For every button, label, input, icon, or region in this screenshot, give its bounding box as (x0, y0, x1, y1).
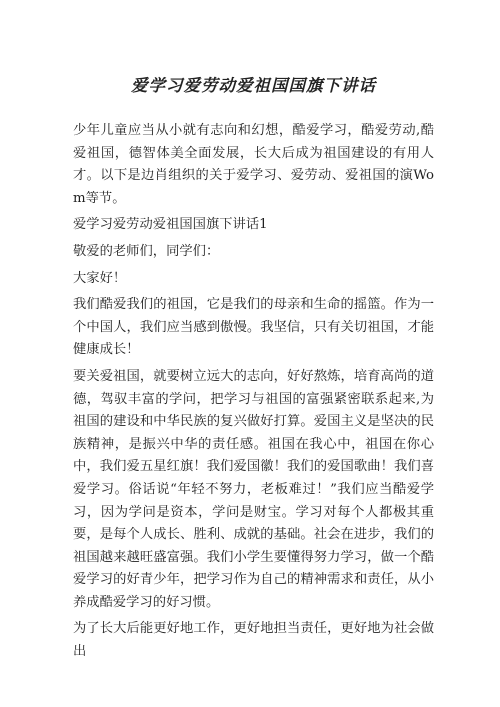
greeting: 大家好！ (73, 270, 127, 286)
body-paragraph-study: 要关爱祖国，就要树立远大的志向，好好熬炼，培育高尚的道德，驾驭丰富的学问，把学习与祖国的富强紧密联系起来,为祖国的建设和中华民族的复兴做好打算。爱国主义是坚决的民族精神，是振兴中华的责任感。祖国在我心中，祖国在你心中，我们爱五星红旗！我们爱国徽！我们的爱国歌曲！我们喜爱学习。俗话说“年轻不努力，老板难过！”我们应当酷爱学习，因为学问是资本，学问是财宝。学习对每个人都极其重要，是每个人成长、胜利、成就的基础。社会在进步，我们的祖国越来越旺盛富强。我们小学生要懂得努力学习，做一个酷爱学习的好青少年，把学习作为自己的精神需求和责任，从小养成酷爱学习的好习惯。 (73, 368, 434, 610)
body-paragraph-love-country: 我们酷爱我们的祖国，它是我们的母亲和生命的摇篮。作为一个中国人，我们应当感到傲慢。我坚信，只有关切祖国，才能健康成长！ (73, 297, 434, 358)
speech-subtitle: 爱学习爱劳动爱祖国国旗下讲话1 (73, 217, 268, 233)
salutation: 敬爱的老师们，同学们： (73, 243, 220, 259)
body-paragraph-work: 为了长大后能更好地工作，更好地担当责任，更好地为社会做出 (73, 621, 434, 660)
intro-paragraph: 少年儿童应当从小就有志向和幻想，酷爱学习，酷爱劳动,酷爱祖国，德智体美全面发展，长大后成为祖国建设的有用人才。以下是边肖组织的关于爱学习、爱劳动、爱祖国的演Wom等节。 (73, 123, 434, 206)
document-title: 爱学习爱劳动爱祖国国旗下讲话 (131, 76, 376, 95)
